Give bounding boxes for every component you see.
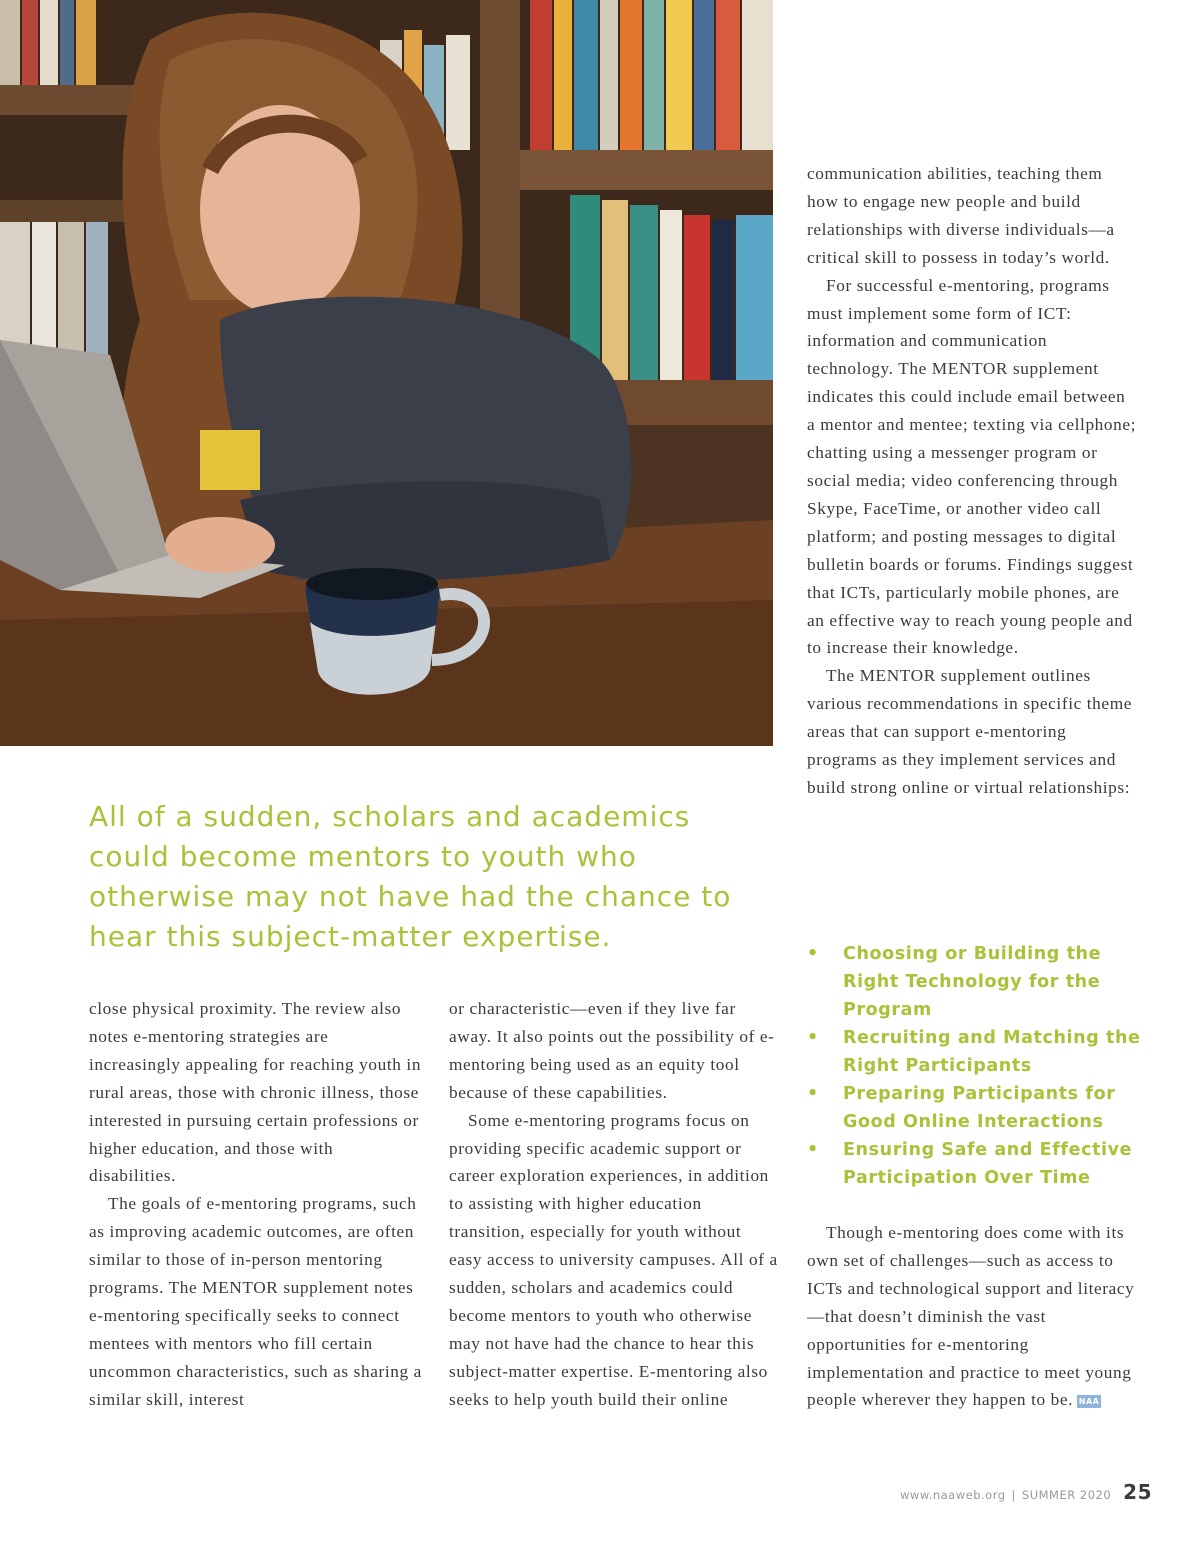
paragraph: communication abilities, teaching them how to engage new people and build relationships with diverse individuals—a critical skill to possess in today’s world.	[807, 164, 1115, 267]
paragraph: close physical proximity. The review also notes e-mentoring strategies are increasingly appealing for reaching youth in rural areas, those with chronic illness, those interested in pursuing certain professions or higher education, and those with disabilities.	[89, 999, 422, 1186]
list-item	[807, 1024, 1147, 1080]
footer-separator: |	[1011, 1488, 1016, 1502]
article-photo	[0, 0, 773, 746]
theme-areas-list	[807, 940, 1147, 1192]
pull-quote: All of a sudden, scholars and academics could become mentors to youth who otherwise may not have had the chance to hear this subject-matter expertise.	[89, 800, 732, 953]
body-column-1	[89, 995, 424, 1414]
page-footer	[900, 1480, 1152, 1510]
closing-text: Though e-mentoring does come with its own set of challenges—such as access to ICTs and technological support and literacy—that doesn’t diminish the vast opportunities for e-mentoring implementation and practice to meet young people wherever they happen to be.	[807, 1223, 1135, 1410]
paragraph: For successful e-mentoring, programs must implement some form of ICT: information and communication technology. The MENTOR supplement indicates this could include email between a mentor and mentee; texting via cellphone; chatting using a messenger program or social media; video conferencing through Skype, FaceTime, or another video call platform; and posting messages to digital bulletin boards or forums. Findings suggest that ICTs, particularly mobile phones, are an effective way to reach young people and to increase their knowledge.	[807, 275, 1137, 658]
bullet-icon: •	[807, 944, 819, 964]
paragraph: The MENTOR supplement outlines various recommendations in specific theme areas that can support e-mentoring programs as they implement services and build strong online or virtual relationships:	[807, 666, 1133, 797]
list-item-label: Ensuring Safe and Effective Participation Over Time	[843, 1140, 1133, 1188]
body-column-3-bottom	[807, 1219, 1137, 1414]
footer-issue: SUMMER 2020	[1021, 1488, 1112, 1502]
paragraph	[807, 1219, 1137, 1414]
naa-end-mark-icon: NAA	[1078, 1397, 1100, 1407]
body-column-3-top	[807, 160, 1137, 802]
bullet-icon: •	[807, 1084, 819, 1104]
page-number: 25	[1123, 1480, 1152, 1504]
list-item	[807, 1136, 1147, 1192]
bullet-icon: •	[807, 1140, 819, 1160]
paragraph: The goals of e-mentoring programs, such as improving academic outcomes, are often similar to those of in-person mentoring programs. The MENTOR supplement notes e-mentoring specifically seeks to connect mentees with mentors who fill certain uncommon characteristics, such as sharing a similar skill, interest	[89, 1194, 422, 1409]
list-item-label: Preparing Participants for Good Online Interactions	[843, 1084, 1116, 1132]
footer-url: www.naaweb.org	[900, 1488, 1006, 1502]
list-item	[807, 1080, 1147, 1136]
list-item-label: Choosing or Building the Right Technology for the Program	[843, 944, 1102, 1020]
paragraph: or characteristic—even if they live far away. It also points out the possibility of e-mentoring being used as an equity tool because of these capabilities.	[449, 999, 775, 1102]
list-item	[807, 940, 1147, 1024]
paragraph: Some e-mentoring programs focus on providing specific academic support or career exploration experiences, in addition to assisting with higher education transition, especially for youth without easy access to university campuses. All of a sudden, scholars and academics could become mentors to youth who otherwise may not have had the chance to hear this subject-matter expertise. E-mentoring also seeks to help youth build their online	[449, 1110, 778, 1409]
bullet-icon: •	[807, 1028, 819, 1048]
list-item-label: Recruiting and Matching the Right Participants	[843, 1028, 1141, 1076]
body-column-2	[449, 995, 779, 1414]
photo-illustration	[0, 0, 773, 746]
